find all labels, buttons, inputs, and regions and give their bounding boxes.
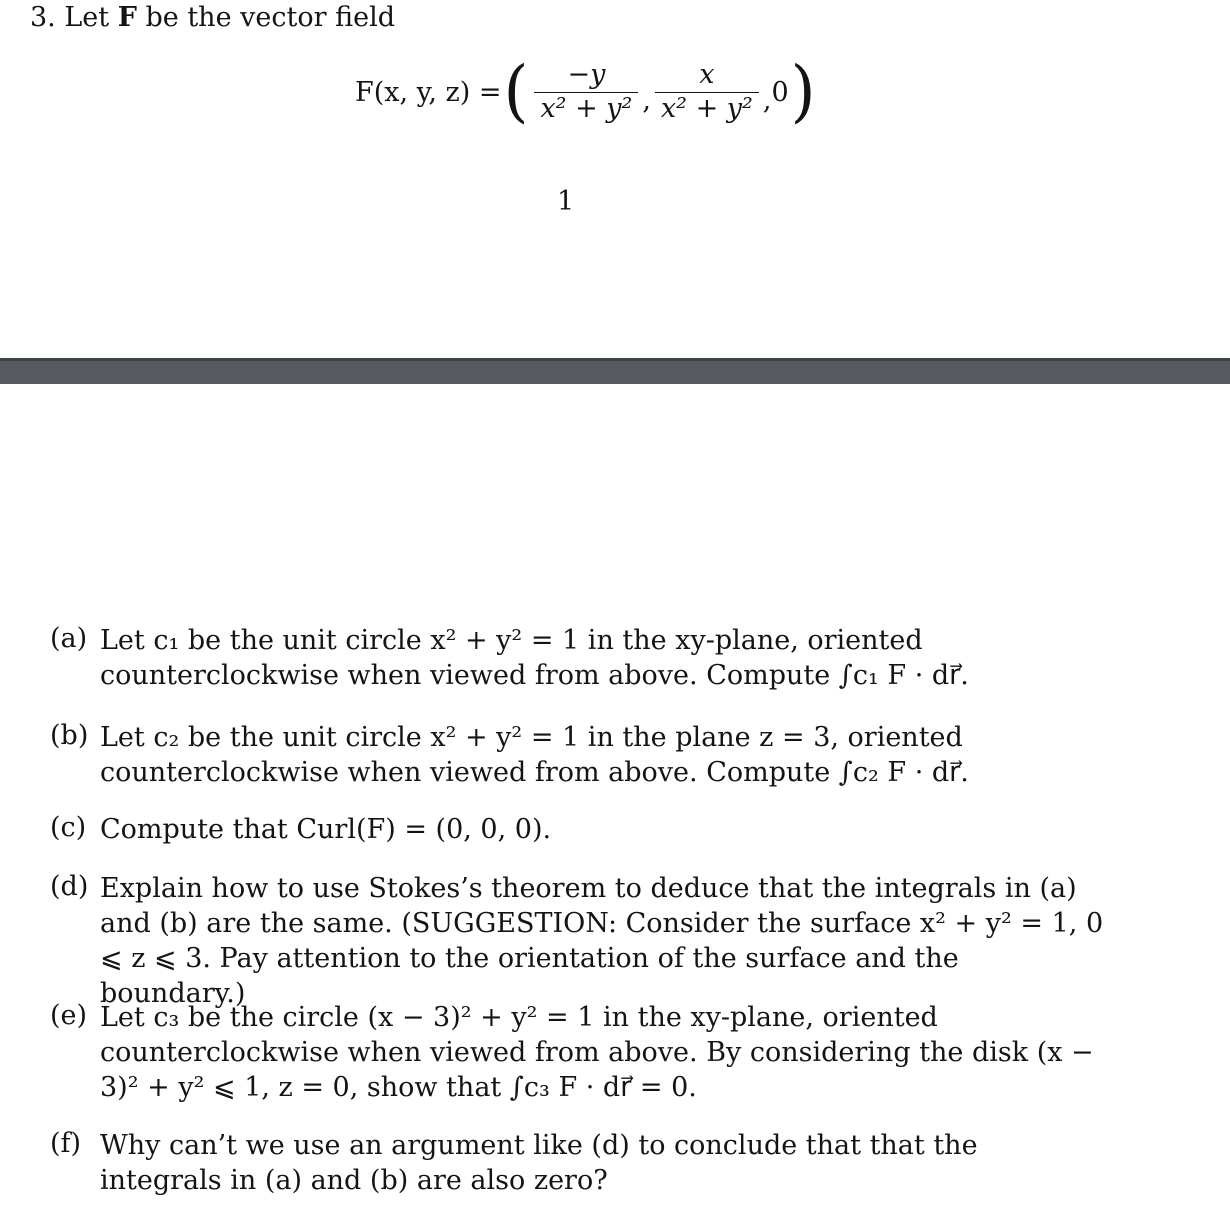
component-2 bbox=[655, 61, 759, 123]
problem-number: 3. bbox=[30, 2, 56, 33]
component-2-numerator: x bbox=[699, 59, 715, 91]
part-text: Why can’t we use an argument like (d) to conclude that that the integrals in (a) and (b) are also zero? bbox=[100, 1130, 978, 1196]
part-text: Compute that Curl(F) = (0, 0, 0). bbox=[100, 814, 552, 845]
part-label: (a) bbox=[50, 623, 88, 654]
component-1-denominator: x² + y² bbox=[534, 92, 638, 123]
part-label: (c) bbox=[50, 812, 87, 843]
page-separator bbox=[0, 358, 1230, 384]
left-paren: ( bbox=[503, 53, 529, 131]
vector-field-formula bbox=[355, 52, 818, 132]
component-2-denominator: x² + y² bbox=[655, 92, 759, 123]
part-text: Let c₂ be the unit circle x² + y² = 1 in the plane z = 3, oriented counterclockwise when viewed from above. Compute ∫c₂ F · dr⃗. bbox=[100, 722, 969, 788]
part-text: Let c₃ be the circle (x − 3)² + y² = 1 in the xy-plane, oriented counterclockwise when viewed from above. By considering the disk (x − 3)² + y² ⩽ 1, z = 0, show that ∫c₃ F · dr⃗ = 0. bbox=[100, 1002, 1094, 1103]
page-number: 1 bbox=[557, 186, 575, 217]
comma: , bbox=[642, 85, 651, 116]
right-paren: ) bbox=[790, 53, 816, 131]
part-label: (d) bbox=[50, 871, 89, 902]
part-text: Explain how to use Stokes’s theorem to deduce that the integrals in (a) and (b) are the same. (SUGGESTION: Consider the surface x² + y² = 1, 0 ⩽ z ⩽ 3. Pay attention to the orientation of the surface and the boundary.) bbox=[100, 873, 1104, 1009]
comma: , bbox=[762, 85, 772, 116]
part-label: (b) bbox=[50, 720, 89, 751]
component-1 bbox=[534, 61, 638, 123]
part-label: (f) bbox=[50, 1128, 82, 1159]
part-text: Let c₁ be the unit circle x² + y² = 1 in the xy-plane, oriented counterclockwise when viewed from above. Compute ∫c₁ F · dr⃗. bbox=[100, 625, 969, 691]
component-1-numerator: −y bbox=[567, 59, 606, 91]
problem-intro-tail: be the vector field bbox=[145, 2, 395, 33]
problem-intro: Let bbox=[64, 2, 110, 33]
field-symbol: F bbox=[117, 2, 137, 33]
problem-heading bbox=[30, 2, 395, 33]
part-label: (e) bbox=[50, 1000, 88, 1031]
formula-lhs: F(x, y, z) = bbox=[355, 76, 502, 108]
component-3: 0 bbox=[771, 76, 789, 108]
